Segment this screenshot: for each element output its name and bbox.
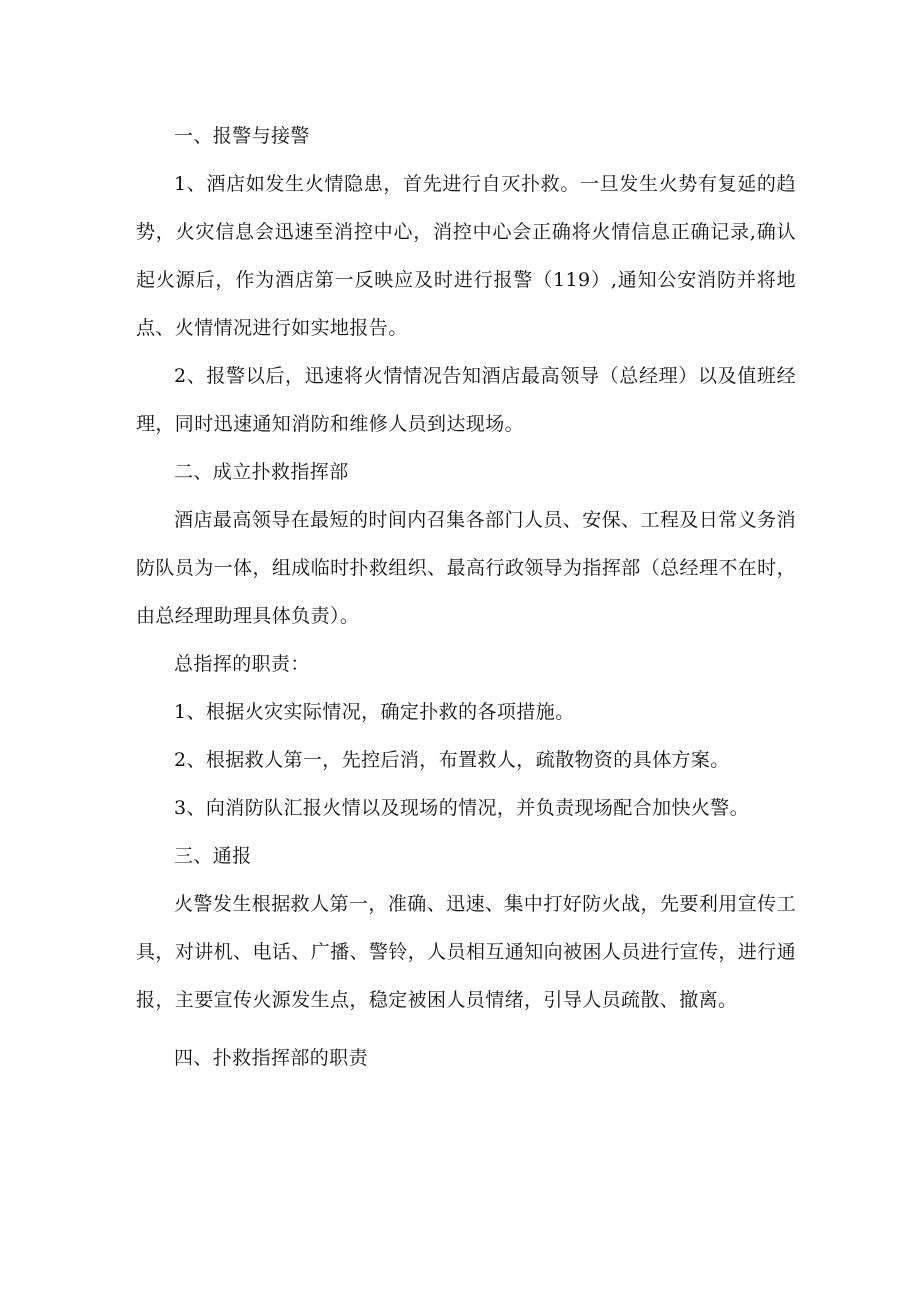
document-body (136, 112, 796, 1082)
section-heading-2: 二、成立扑救指挥部 (174, 461, 349, 483)
paragraph-command-setup: 酒店最高领导在最短的时间内召集各部门人员、安保、工程及日常义务消防队员为一体，组成临时扑救组织、最高行政领导为指挥部（总经理不在时，由总经理助理具体负责）。 (136, 509, 796, 627)
paragraph-duty-3: 3、向消防队汇报火情以及现场的情况，并负责现场配合加快火警。 (174, 797, 750, 819)
paragraph-notify: 火警发生根据救人第一，准确、迅速、集中打好防火战，先要利用宣传工具，对讲机、电话、广播、警铃，人员相互通知向被困人员进行宣传，进行通报，主要宣传火源发生点，稳定被困人员情绪，引导人员疏散、撤离。 (136, 893, 796, 1011)
section-heading-4: 四、扑救指挥部的职责 (174, 1047, 369, 1069)
paragraph-duty-2: 2、根据救人第一，先控后消，布置救人，疏散物资的具体方案。 (174, 749, 730, 771)
paragraph-duties-title: 总指挥的职责： (174, 653, 310, 675)
paragraph-alarm-2: 2、报警以后，迅速将火情情况告知酒店最高领导（总经理）以及值班经理，同时迅速通知消防和维修人员到达现场。 (136, 365, 796, 435)
paragraph-duty-1: 1、根据火灾实际情况，确定扑救的各项措施。 (174, 701, 575, 723)
paragraph-alarm-1: 1、酒店如发生火情隐患，首先进行自灭扑救。一旦发生火势有复延的趋势，火灾信息会迅速至消控中心，消控中心会正确将火情信息正确记录,确认起火源后，作为酒店第一反映应及时进行报警（119）,通知公安消防并将地点、火情情况进行如实地报告。 (136, 173, 796, 339)
section-heading-3: 三、通报 (174, 845, 252, 867)
section-heading-1: 一、报警与接警 (174, 125, 310, 147)
